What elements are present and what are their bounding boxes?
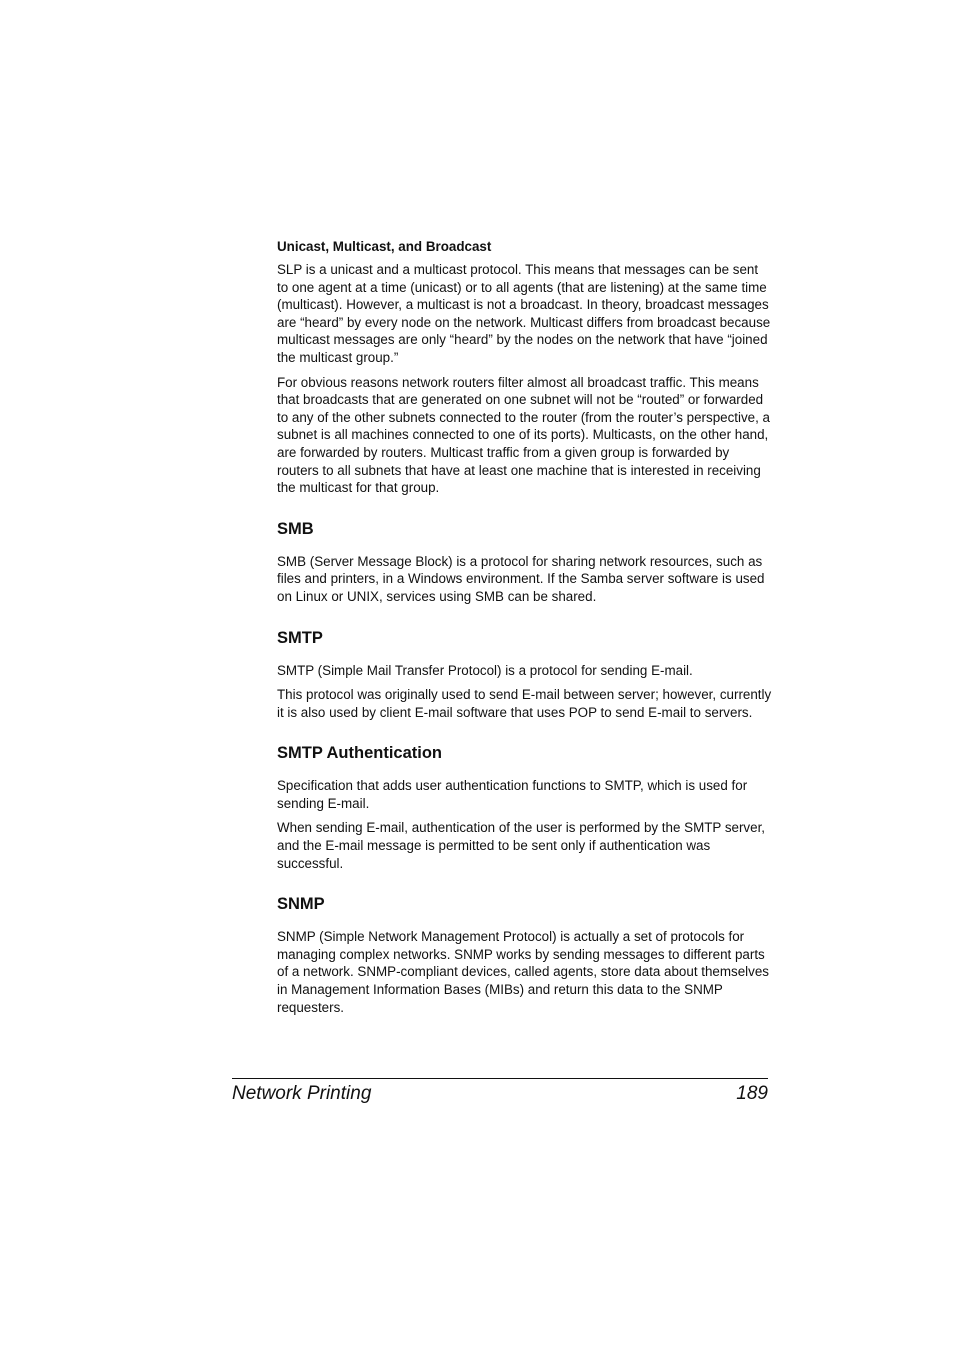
section-title: SMB	[277, 519, 314, 538]
section-smb	[277, 519, 772, 606]
footer-chapter-title: Network Printing	[232, 1083, 372, 1104]
section-title: SNMP	[277, 895, 325, 914]
section-title: SMTP Authentication	[277, 744, 442, 763]
footer-page-number: 189	[736, 1083, 768, 1104]
paragraph: Specification that adds user authentication functions to SMTP, which is used for sending E-mail.	[277, 778, 748, 811]
page-footer	[232, 1078, 768, 1105]
paragraph: For obvious reasons network routers filter almost all broadcast traffic. This means that broadcasts that are generated on one subnet will not be “routed” or forwarded to any of the other subnets connected to the router (from the router’s perspective, a subnet is all machines connected to one of its ports). Multicasts, on the other hand, are forwarded by routers. Multicast traffic from a given group is forwarded by routers to all subnets that have at least one machine that is interested in receiving the multicast for that group.	[277, 374, 771, 496]
page-content	[277, 238, 772, 1023]
subsection-unicast	[277, 238, 772, 497]
paragraph: SMB (Server Message Block) is a protocol for sharing network resources, such as files and printers, in a Windows environment. If the Samba server software is used on Linux or UNIX, services using SMB can be shared.	[277, 553, 765, 604]
section-smtp-authentication	[277, 743, 772, 872]
section-title: SMTP	[277, 628, 323, 647]
section-snmp	[277, 894, 772, 1016]
paragraph: When sending E-mail, authentication of the user is performed by the SMTP server, and the E-mail message is permitted to be sent only if authentication was successful.	[277, 820, 766, 871]
section-smtp	[277, 628, 772, 722]
paragraph: SMTP (Simple Mail Transfer Protocol) is a protocol for sending E-mail.	[277, 662, 693, 678]
paragraph: SNMP (Simple Network Management Protocol) is actually a set of protocols for managing complex networks. SNMP works by sending messages to different parts of a network. SNMP-compliant devices, called agents, store data about themselves in Management Information Bases (MIBs) and return this data to the SNMP requesters.	[277, 929, 769, 1015]
subsection-title: Unicast, Multicast, and Broadcast	[277, 239, 492, 254]
paragraph: SLP is a unicast and a multicast protocol. This means that messages can be sent to one agent at a time (unicast) or to all agents (that are listening) at the same time (multicast). However, a multicast is not a broadcast. In theory, broadcast messages are “heard” by every node on the network. Multicast differs from broadcast because multicast messages are only “heard” by the nodes on the network that have “joined the multicast group.”	[277, 262, 771, 365]
paragraph: This protocol was originally used to send E-mail between server; however, currently it is also used by client E-mail software that uses POP to send E-mail to servers.	[277, 687, 772, 720]
